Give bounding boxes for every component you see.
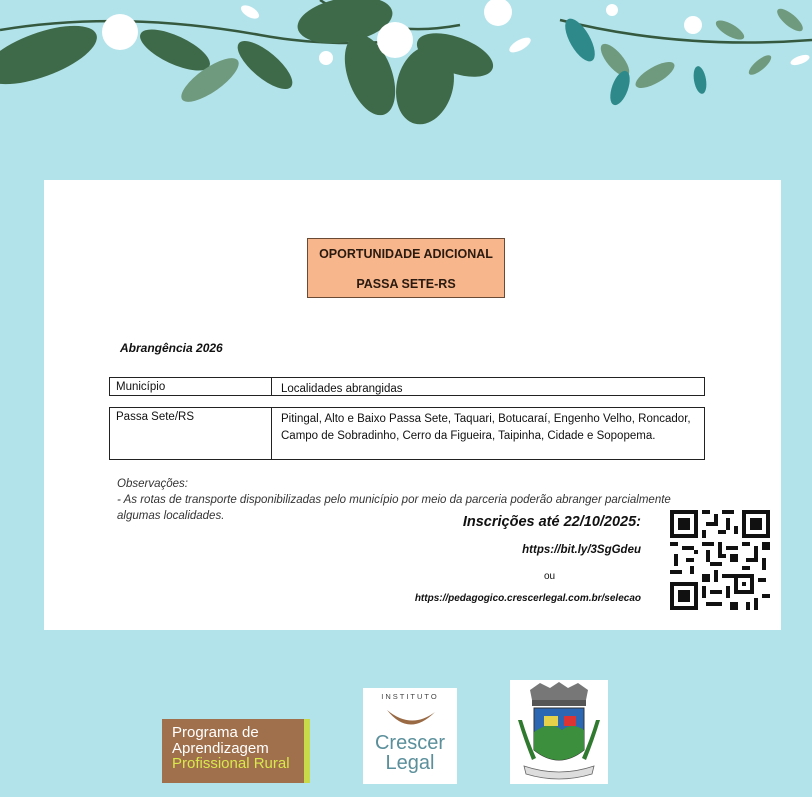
coverage-label: Abrangência 2026	[120, 341, 223, 355]
registration-deadline: Inscrições até 22/10/2025:	[462, 514, 641, 530]
logo-legal-word: Legal	[385, 752, 435, 774]
header-localidades: Localidades abrangidas	[281, 383, 403, 395]
table-header	[109, 377, 705, 396]
observations-title: Observações:	[117, 478, 188, 490]
logo-programa-line-3: Profissional Rural	[172, 755, 290, 772]
leaf-branch-decoration	[0, 0, 812, 140]
heading-line-2: PASSA SETE-RS	[356, 277, 456, 291]
swoosh-icon	[383, 704, 439, 732]
municipal-crest-icon	[510, 680, 608, 784]
logo-programa-line-2: Aprendizagem	[172, 739, 269, 757]
heading-box	[307, 238, 505, 298]
logo-crescer-legal	[363, 688, 457, 784]
long-link[interactable]: https://pedagogico.crescerlegal.com.br/selecao	[414, 593, 641, 604]
logo-programa-line-1: Programa de	[172, 724, 259, 741]
document-card	[44, 180, 781, 630]
or-label: ou	[544, 571, 556, 582]
header-municipio: Município	[110, 378, 272, 395]
qr-code-icon[interactable]	[670, 510, 770, 610]
cell-municipio: Passa Sete/RS	[110, 408, 272, 459]
logo-crescer-word: Crescer	[374, 732, 445, 754]
cell-localidades: Pitingal, Alto e Baixo Passa Sete, Taquari, Botucaraí, Engenho Velho, Roncador, Campo de Sobradinho, Cerro da Figueira, Taipinha, Cidade e Sopopema.	[281, 413, 691, 442]
logo-instituto-label: INSTITUTO	[381, 692, 439, 701]
logo-programa-aprendizagem	[162, 719, 310, 783]
heading-line-1: OPORTUNIDADE ADICIONAL	[319, 247, 493, 261]
table-row	[109, 407, 705, 460]
observations-text: - As rotas de transporte disponibilizadas pelo município por meio da parceria poderão abranger parcialmente algumas localidades.	[117, 494, 671, 522]
short-link[interactable]: https://bit.ly/3SgGdeu	[522, 544, 641, 556]
